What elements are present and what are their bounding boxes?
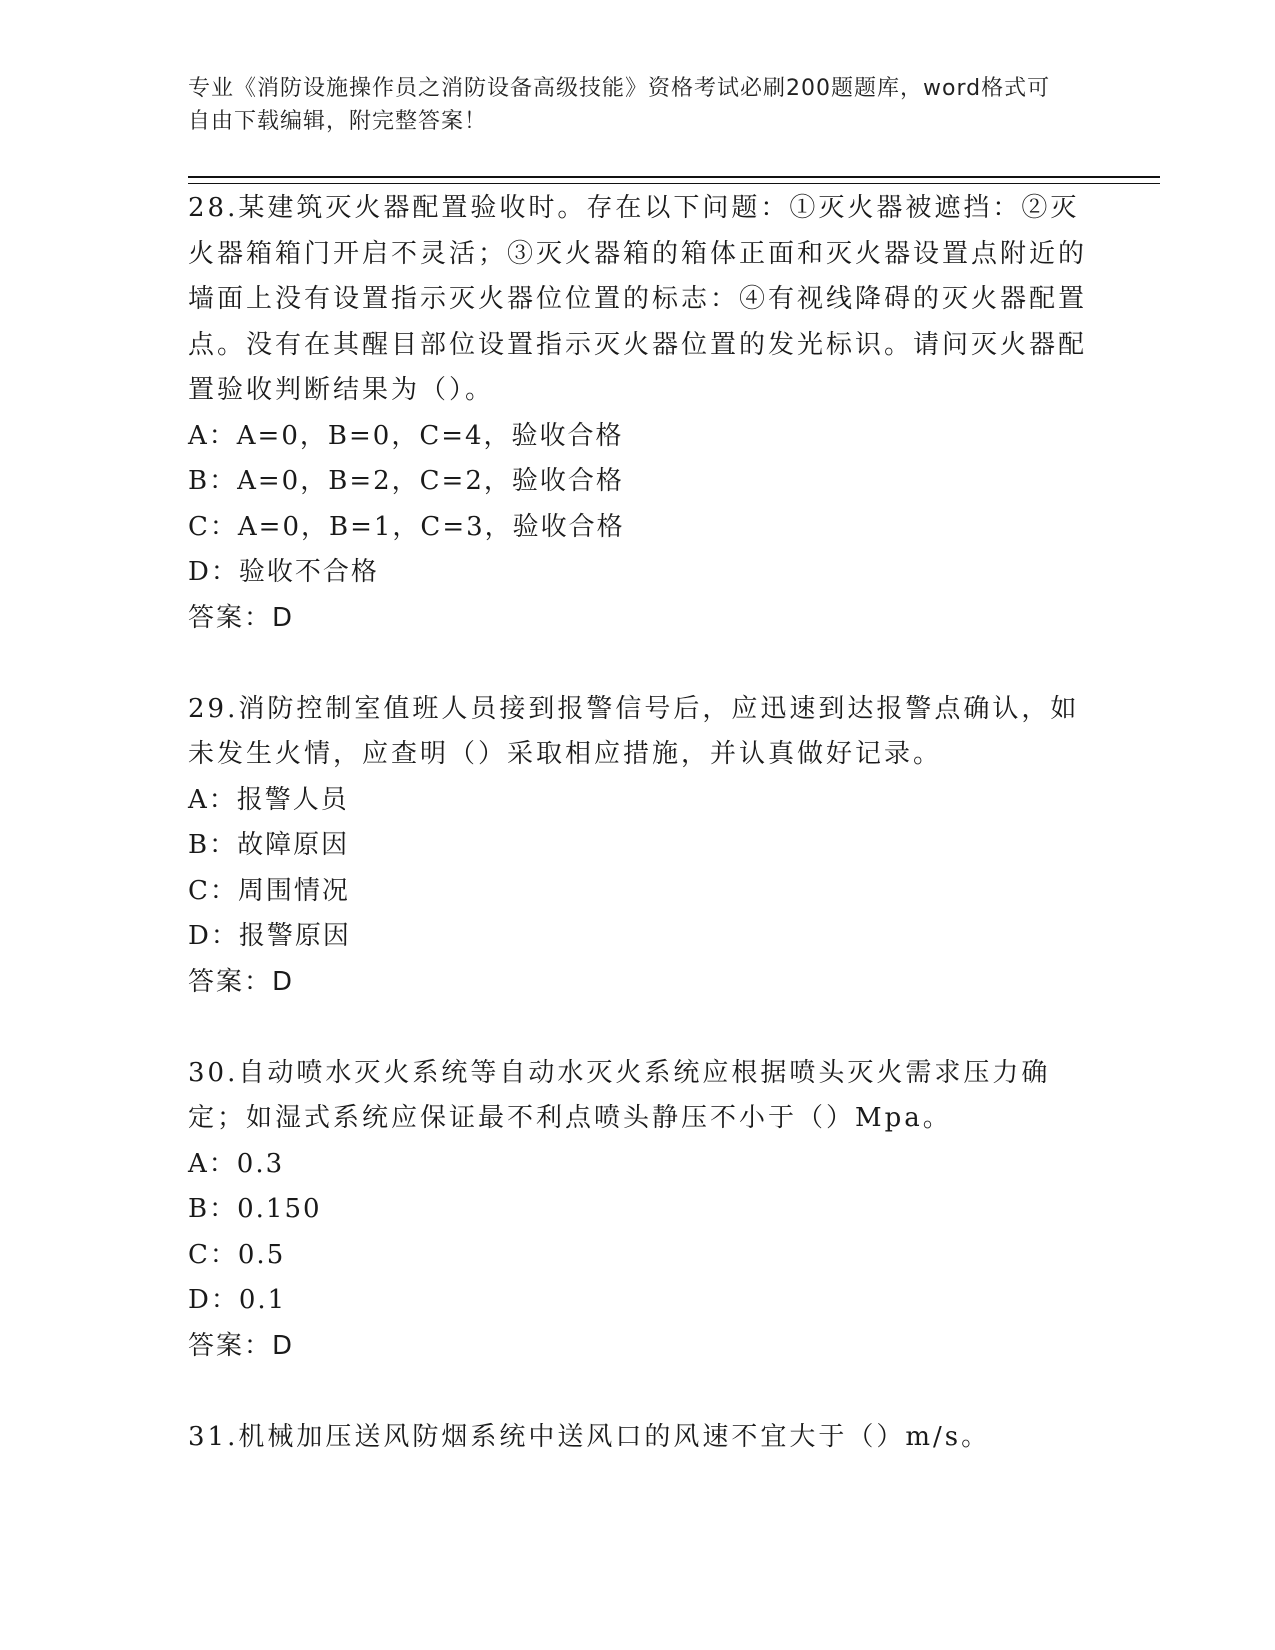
spacer bbox=[188, 1369, 1088, 1415]
option-d: D：验收不合格 bbox=[188, 557, 379, 587]
question-29 bbox=[188, 687, 1088, 1006]
option-d: D：0.1 bbox=[188, 1285, 287, 1315]
option-b: B：0.150 bbox=[188, 1194, 322, 1224]
document-intro: 专业《消防设施操作员之消防设备高级技能》资格考试必刷200题题库，word格式可自由下载编辑，附完整答案！ bbox=[188, 76, 1051, 134]
header-divider-thick bbox=[188, 176, 1160, 178]
option-b: B：A=0，B=2，C=2，验收合格 bbox=[188, 466, 624, 496]
option-c: C：A=0，B=1，C=3，验收合格 bbox=[188, 511, 625, 542]
answer: 答案：D bbox=[188, 1330, 295, 1361]
option-a: A：报警人员 bbox=[188, 784, 349, 815]
question-text: 31.机械加压送风防烟系统中送风口的风速不宜大于（）m/s。 bbox=[188, 1421, 991, 1452]
answer: 答案：D bbox=[188, 966, 295, 997]
option-d: D：报警原因 bbox=[188, 921, 351, 951]
question-text: 30.自动喷水灭火系统等自动水灭火系统应根据喷头灭火需求压力确定；如湿式系统应保证最不利点喷头静压不小于（）Mpa。 bbox=[188, 1057, 1051, 1133]
question-text: 29.消防控制室值班人员接到报警信号后，应迅速到达报警点确认，如未发生火情，应查明（）采取相应措施，并认真做好记录。 bbox=[188, 693, 1080, 769]
question-28 bbox=[188, 186, 1088, 641]
option-b: B：故障原因 bbox=[188, 830, 350, 860]
header-divider-thin bbox=[188, 183, 1160, 184]
option-a: A：0.3 bbox=[188, 1148, 285, 1179]
spacer bbox=[188, 641, 1088, 687]
answer: 答案：D bbox=[188, 602, 295, 633]
question-text: 28.某建筑灭火器配置验收时。存在以下问题：①灭火器被遮挡：②灭火器箱箱门开启不灵活；③灭火器箱的箱体正面和灭火器设置点附近的墙面上没有设置指示灭火器位位置的标志：④有视线降碍的灭火器配置点。没有在其醒目部位设置指示灭火器位置的发光标识。请问灭火器配置验收判断结果为（）。 bbox=[188, 193, 1088, 405]
question-list bbox=[188, 186, 1088, 1460]
option-a: A：A=0，B=0，C=4，验收合格 bbox=[188, 420, 624, 451]
option-c: C：0.5 bbox=[188, 1239, 286, 1270]
question-30 bbox=[188, 1051, 1088, 1370]
option-c: C：周围情况 bbox=[188, 875, 350, 906]
question-31 bbox=[188, 1415, 1088, 1461]
spacer bbox=[188, 1005, 1088, 1051]
